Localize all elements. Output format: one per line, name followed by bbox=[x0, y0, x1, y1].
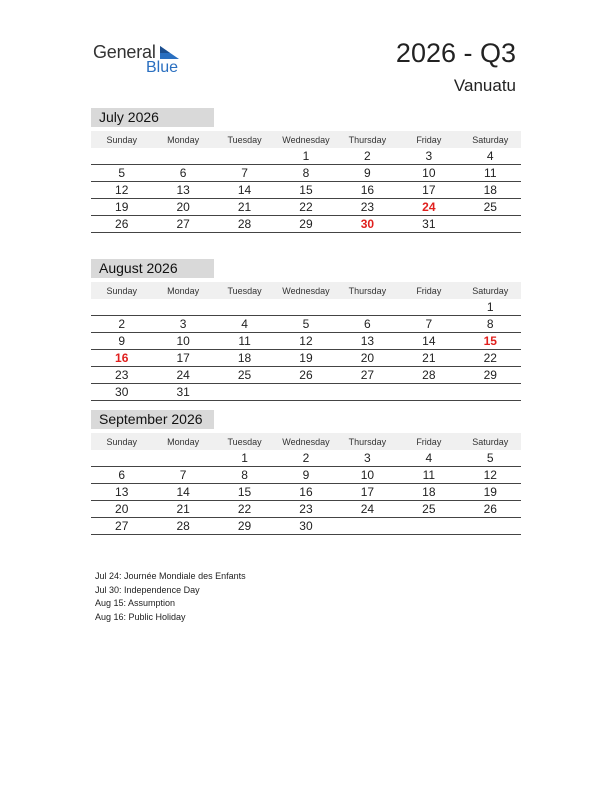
week-row bbox=[91, 316, 521, 333]
weekday-label: Wednesday bbox=[275, 433, 336, 450]
empty-day-cell bbox=[91, 148, 152, 165]
day-cell: 16 bbox=[337, 182, 398, 199]
day-cell: 10 bbox=[398, 165, 459, 182]
day-cell: 31 bbox=[152, 384, 213, 401]
day-cell: 23 bbox=[91, 367, 152, 384]
weekday-header-row bbox=[91, 282, 521, 299]
weekday-label: Saturday bbox=[460, 282, 521, 299]
weekday-label: Saturday bbox=[460, 433, 521, 450]
day-cell: 23 bbox=[337, 199, 398, 216]
day-cell: 29 bbox=[460, 367, 521, 384]
holiday-day-cell: 15 bbox=[460, 333, 521, 350]
day-cell: 27 bbox=[337, 367, 398, 384]
day-cell: 11 bbox=[214, 333, 275, 350]
week-row bbox=[91, 299, 521, 316]
day-cell: 20 bbox=[152, 199, 213, 216]
day-cell: 8 bbox=[275, 165, 336, 182]
calendar-grid bbox=[91, 131, 521, 233]
day-cell: 29 bbox=[214, 518, 275, 535]
calendar-grid bbox=[91, 433, 521, 535]
day-cell: 5 bbox=[460, 450, 521, 467]
day-cell: 22 bbox=[214, 501, 275, 518]
day-cell: 9 bbox=[337, 165, 398, 182]
empty-day-cell bbox=[337, 518, 398, 535]
week-row bbox=[91, 467, 521, 484]
weekday-label: Thursday bbox=[337, 131, 398, 148]
day-cell: 12 bbox=[91, 182, 152, 199]
day-cell: 20 bbox=[337, 350, 398, 367]
empty-day-cell bbox=[152, 450, 213, 467]
empty-day-cell bbox=[214, 299, 275, 316]
day-cell: 7 bbox=[214, 165, 275, 182]
day-cell: 14 bbox=[152, 484, 213, 501]
day-cell: 1 bbox=[275, 148, 336, 165]
empty-day-cell bbox=[460, 518, 521, 535]
day-cell: 17 bbox=[398, 182, 459, 199]
day-cell: 3 bbox=[337, 450, 398, 467]
day-cell: 11 bbox=[398, 467, 459, 484]
day-cell: 6 bbox=[152, 165, 213, 182]
day-cell: 28 bbox=[398, 367, 459, 384]
week-row bbox=[91, 384, 521, 401]
day-cell: 12 bbox=[275, 333, 336, 350]
weekday-label: Monday bbox=[152, 131, 213, 148]
holiday-day-cell: 16 bbox=[91, 350, 152, 367]
weekday-label: Monday bbox=[152, 282, 213, 299]
week-row bbox=[91, 165, 521, 182]
day-cell: 26 bbox=[460, 501, 521, 518]
empty-day-cell bbox=[398, 299, 459, 316]
day-cell: 15 bbox=[275, 182, 336, 199]
day-cell: 1 bbox=[460, 299, 521, 316]
day-cell: 7 bbox=[152, 467, 213, 484]
day-cell: 31 bbox=[398, 216, 459, 233]
empty-day-cell bbox=[152, 299, 213, 316]
day-cell: 22 bbox=[275, 199, 336, 216]
weekday-label: Thursday bbox=[337, 433, 398, 450]
empty-day-cell bbox=[214, 384, 275, 401]
day-cell: 4 bbox=[460, 148, 521, 165]
generalblue-logo bbox=[93, 40, 193, 80]
day-cell: 10 bbox=[152, 333, 213, 350]
day-cell: 2 bbox=[275, 450, 336, 467]
weekday-label: Sunday bbox=[91, 131, 152, 148]
empty-day-cell bbox=[275, 299, 336, 316]
day-cell: 21 bbox=[398, 350, 459, 367]
holiday-notes bbox=[95, 570, 246, 624]
weekday-label: Friday bbox=[398, 282, 459, 299]
day-cell: 28 bbox=[214, 216, 275, 233]
holiday-note: Jul 30: Independence Day bbox=[95, 584, 200, 595]
day-cell: 15 bbox=[214, 484, 275, 501]
day-cell: 25 bbox=[398, 501, 459, 518]
week-row bbox=[91, 350, 521, 367]
week-row bbox=[91, 367, 521, 384]
day-cell: 20 bbox=[91, 501, 152, 518]
day-cell: 2 bbox=[337, 148, 398, 165]
weekday-label: Friday bbox=[398, 433, 459, 450]
day-cell: 13 bbox=[337, 333, 398, 350]
logo-word-general: General bbox=[93, 42, 156, 62]
day-cell: 6 bbox=[337, 316, 398, 333]
month-title: July 2026 bbox=[91, 108, 214, 127]
weekday-label: Sunday bbox=[91, 282, 152, 299]
week-row bbox=[91, 450, 521, 467]
empty-day-cell bbox=[152, 148, 213, 165]
week-row bbox=[91, 484, 521, 501]
holiday-note: Aug 16: Public Holiday bbox=[95, 611, 186, 622]
empty-day-cell bbox=[91, 299, 152, 316]
empty-day-cell bbox=[398, 384, 459, 401]
day-cell: 21 bbox=[152, 501, 213, 518]
holiday-day-cell: 30 bbox=[337, 216, 398, 233]
day-cell: 27 bbox=[91, 518, 152, 535]
day-cell: 27 bbox=[152, 216, 213, 233]
day-cell: 13 bbox=[152, 182, 213, 199]
day-cell: 28 bbox=[152, 518, 213, 535]
day-cell: 30 bbox=[91, 384, 152, 401]
day-cell: 7 bbox=[398, 316, 459, 333]
day-cell: 22 bbox=[460, 350, 521, 367]
week-row bbox=[91, 501, 521, 518]
day-cell: 24 bbox=[152, 367, 213, 384]
empty-day-cell bbox=[460, 216, 521, 233]
day-cell: 30 bbox=[275, 518, 336, 535]
holiday-note: Jul 24: Journée Mondiale des Enfants bbox=[95, 571, 246, 581]
empty-day-cell bbox=[398, 518, 459, 535]
day-cell: 25 bbox=[214, 367, 275, 384]
week-row bbox=[91, 216, 521, 233]
day-cell: 19 bbox=[91, 199, 152, 216]
page-title: 2026 - Q3 bbox=[395, 38, 516, 68]
week-row bbox=[91, 518, 521, 535]
day-cell: 29 bbox=[275, 216, 336, 233]
weekday-header-row bbox=[91, 131, 521, 148]
week-row bbox=[91, 148, 521, 165]
day-cell: 18 bbox=[214, 350, 275, 367]
day-cell: 3 bbox=[152, 316, 213, 333]
week-row bbox=[91, 333, 521, 350]
day-cell: 3 bbox=[398, 148, 459, 165]
week-row bbox=[91, 199, 521, 216]
day-cell: 26 bbox=[275, 367, 336, 384]
weekday-label: Tuesday bbox=[214, 282, 275, 299]
month-august bbox=[91, 259, 521, 401]
day-cell: 14 bbox=[214, 182, 275, 199]
day-cell: 17 bbox=[152, 350, 213, 367]
holiday-note: Aug 15: Assumption bbox=[95, 598, 176, 608]
weekday-header-row bbox=[91, 433, 521, 450]
day-cell: 18 bbox=[460, 182, 521, 199]
day-cell: 18 bbox=[398, 484, 459, 501]
day-cell: 12 bbox=[460, 467, 521, 484]
weekday-label: Tuesday bbox=[214, 131, 275, 148]
weekday-label: Sunday bbox=[91, 433, 152, 450]
day-cell: 10 bbox=[337, 467, 398, 484]
day-cell: 8 bbox=[214, 467, 275, 484]
day-cell: 11 bbox=[460, 165, 521, 182]
day-cell: 14 bbox=[398, 333, 459, 350]
holiday-day-cell: 24 bbox=[398, 199, 459, 216]
country-name: Vanuatu bbox=[453, 76, 516, 95]
weekday-label: Monday bbox=[152, 433, 213, 450]
day-cell: 26 bbox=[91, 216, 152, 233]
weekday-label: Wednesday bbox=[275, 282, 336, 299]
day-cell: 5 bbox=[91, 165, 152, 182]
day-cell: 9 bbox=[91, 333, 152, 350]
day-cell: 4 bbox=[398, 450, 459, 467]
empty-day-cell bbox=[337, 384, 398, 401]
logo-word-blue: Blue bbox=[146, 59, 179, 76]
weekday-label: Wednesday bbox=[275, 131, 336, 148]
weekday-label: Saturday bbox=[460, 131, 521, 148]
empty-day-cell bbox=[275, 384, 336, 401]
day-cell: 9 bbox=[275, 467, 336, 484]
day-cell: 23 bbox=[275, 501, 336, 518]
day-cell: 4 bbox=[214, 316, 275, 333]
day-cell: 19 bbox=[460, 484, 521, 501]
day-cell: 6 bbox=[91, 467, 152, 484]
day-cell: 13 bbox=[91, 484, 152, 501]
day-cell: 24 bbox=[337, 501, 398, 518]
calendar-grid bbox=[91, 282, 521, 401]
month-title: August 2026 bbox=[91, 259, 214, 278]
day-cell: 17 bbox=[337, 484, 398, 501]
day-cell: 2 bbox=[91, 316, 152, 333]
day-cell: 16 bbox=[275, 484, 336, 501]
empty-day-cell bbox=[91, 450, 152, 467]
month-september bbox=[91, 410, 521, 535]
month-title: September 2026 bbox=[91, 410, 214, 429]
empty-day-cell bbox=[214, 148, 275, 165]
day-cell: 5 bbox=[275, 316, 336, 333]
week-row bbox=[91, 182, 521, 199]
month-july bbox=[91, 108, 521, 233]
day-cell: 21 bbox=[214, 199, 275, 216]
day-cell: 19 bbox=[275, 350, 336, 367]
weekday-label: Thursday bbox=[337, 282, 398, 299]
empty-day-cell bbox=[460, 384, 521, 401]
empty-day-cell bbox=[337, 299, 398, 316]
weekday-label: Friday bbox=[398, 131, 459, 148]
weekday-label: Tuesday bbox=[214, 433, 275, 450]
day-cell: 25 bbox=[460, 199, 521, 216]
day-cell: 1 bbox=[214, 450, 275, 467]
day-cell: 8 bbox=[460, 316, 521, 333]
